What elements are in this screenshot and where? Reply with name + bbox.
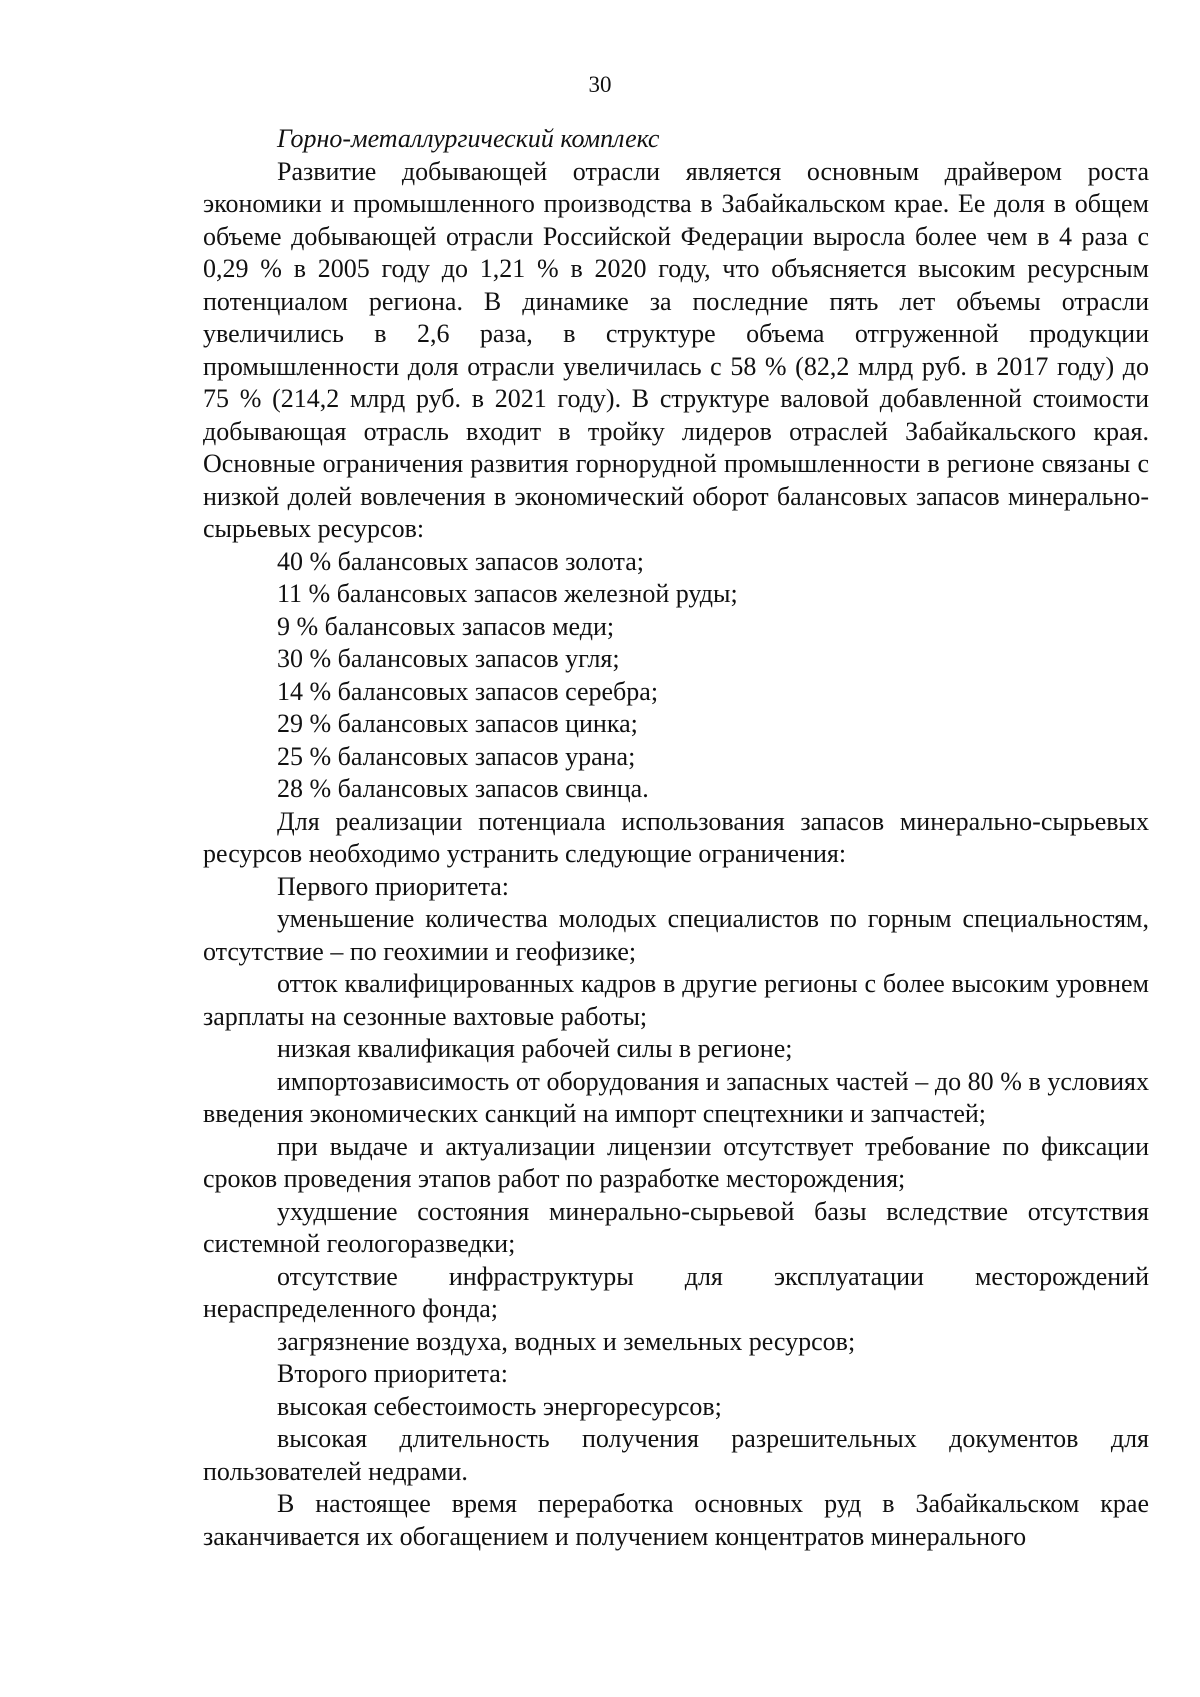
page-number: 30 — [588, 72, 612, 97]
first-priority-item: уменьшение количества молодых специалистов по горным специальностям, отсутствие – по геохимии и геофизике; — [203, 904, 1149, 966]
first-priority-item: ухудшение состояния минерально-сырьевой базы вследствие отсутствия системной геологоразведки; — [203, 1196, 1149, 1258]
second-priority-item: высокая себестоимость энергоресурсов; — [277, 1391, 722, 1421]
first-priority-item: импортозависимость от оборудования и запасных частей – до 80 % в условиях введения экономических санкций на импорт спецтехники и запчастей; — [203, 1066, 1149, 1128]
reserve-item: 25 % балансовых запасов урана; — [277, 741, 636, 771]
reserve-item: 30 % балансовых запасов угля; — [277, 644, 620, 673]
constraints-intro: Для реализации потенциала использования запасов минерально-сырьевых ресурсов необходимо устранить следующие ограничения: — [203, 806, 1149, 868]
section-heading: Горно-металлургический комплекс — [277, 124, 660, 153]
reserve-item: 11 % балансовых запасов железной руды; — [277, 579, 738, 608]
first-priority-label: Первого приоритета: — [277, 871, 510, 901]
first-priority-item: низкая квалификация рабочей силы в регионе; — [277, 1034, 793, 1063]
first-priority-item: отсутствие инфраструктуры для эксплуатации месторождений нераспределенного фонда; — [203, 1261, 1149, 1323]
first-priority-item: загрязнение воздуха, водных и земельных ресурсов; — [277, 1326, 856, 1356]
first-priority-item: при выдаче и актуализации лицензии отсутствует требование по фиксации сроков проведения этапов работ по разработке месторождения; — [203, 1131, 1149, 1193]
closing-paragraph: В настоящее время переработка основных руд в Забайкальском крае заканчивается их обогащением и получением концентратов минерального — [203, 1489, 1149, 1551]
reserve-item: 29 % балансовых запасов цинка; — [277, 709, 638, 738]
second-priority-item: высокая длительность получения разрешительных документов для пользователей недрами. — [203, 1424, 1149, 1486]
reserve-item: 9 % балансовых запасов меди; — [277, 611, 615, 641]
reserve-item: 14 % балансовых запасов серебра; — [277, 676, 659, 706]
intro-paragraph: Развитие добывающей отрасли является основным драйвером роста экономики и промышленного производства в Забайкальском крае. Ее доля в общем объеме добывающей отрасли Российской Федерации выросла более чем в 4 раза с 0,29 % в 2005 году до 1,21 % в 2020 году, что объясняется высоким ресурсным потенциалом региона. В динамике за последние пять лет объемы отрасли увеличились в 2,6 раза, в структуре объема отгруженной продукции промышленности доля отрасли увеличилась с 58 % (82,2 млрд руб. в 2017 году) до 75 % (214,2 млрд руб. в 2021 году). В структуре валовой добавленной стоимости добывающая отрасль входит в тройку лидеров отраслей Забайкальского края. Основные ограничения развития горнорудной промышленности в регионе связаны с низкой долей вовлечения в экономический оборот балансовых запасов минерально-сырьевых ресурсов: — [203, 156, 1149, 543]
page-content — [203, 123, 1149, 1553]
reserve-item: 40 % балансовых запасов золота; — [277, 546, 644, 576]
second-priority-label: Второго приоритета: — [277, 1359, 508, 1388]
first-priority-item: отток квалифицированных кадров в другие регионы с более высоким уровнем зарплаты на сезонные вахтовые работы; — [203, 969, 1149, 1031]
reserve-item: 28 % балансовых запасов свинца. — [277, 774, 649, 803]
